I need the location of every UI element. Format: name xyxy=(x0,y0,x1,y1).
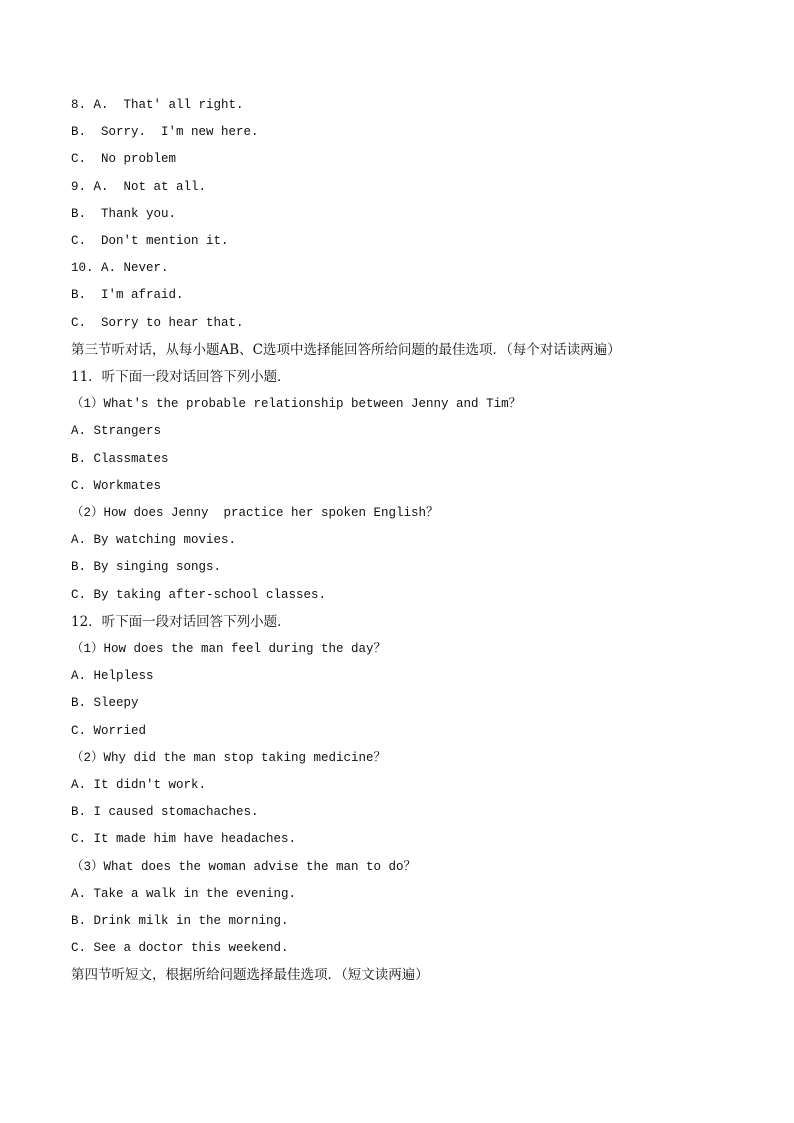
line-q10-a: 10. A. Never. xyxy=(71,261,169,276)
line-q11-2-c: C. By taking after-school classes. xyxy=(71,587,327,602)
line-q8-a: 8. A. That' all right. xyxy=(71,98,244,112)
line-q12-3-b: B. Drink milk in the morning. xyxy=(71,914,289,928)
line-q12-3-question: （3）What does the woman advise the man to do？ xyxy=(71,859,417,874)
line-q11-2-a: A. By watching movies. xyxy=(71,533,237,548)
line-q9-b: B. Thank you. xyxy=(71,206,177,221)
line-q9-a: 9. A. Not at all. xyxy=(71,179,207,194)
line-q11-2-question: （2）How does Jenny practice her spoken English？ xyxy=(71,506,439,520)
line-q11-1-question: （1）What's the probable relationship between Jenny and Tim？ xyxy=(71,397,522,412)
line-q11-1-b: B. Classmates xyxy=(71,451,169,466)
line-q12-2-question: （2）Why did the man stop taking medicine？ xyxy=(71,750,387,765)
line-q12-3-c: C. See a doctor this weekend. xyxy=(71,941,289,956)
line-q12-2-a: A. It didn't work. xyxy=(71,778,207,792)
line-q8-b: B. Sorry. I'm new here. xyxy=(71,125,259,140)
line-section3-heading: 第三节听对话，从每小题AB、C选项中选择能回答所给问题的最佳选项．（每个对话读两遍） xyxy=(71,341,621,358)
line-q10-c: C. Sorry to hear that. xyxy=(71,315,244,330)
line-q9-c: C. Don't mention it. xyxy=(71,234,229,248)
line-q11-1-a: A. Strangers xyxy=(71,424,162,439)
line-q8-c: C. No problem xyxy=(71,152,177,167)
line-q12-2-c: C. It made him have headaches. xyxy=(71,832,297,847)
line-q12-3-a: A. Take a walk in the evening. xyxy=(71,886,297,901)
line-q11-1-c: C. Workmates xyxy=(71,478,162,493)
line-section4-heading: 第四节听短文，根据所给问题选择最佳选项．（短文读两遍） xyxy=(71,967,429,984)
line-q12-intro: 12．听下面一段对话回答下列小题． xyxy=(71,613,291,630)
line-q12-1-a: A. Helpless xyxy=(71,669,154,684)
line-q12-2-b: B. I caused stomachaches. xyxy=(71,805,259,820)
line-q11-intro: 11．听下面一段对话回答下列小题． xyxy=(71,369,291,385)
line-q12-1-question: （1）How does the man feel during the day？ xyxy=(71,642,387,656)
line-q12-1-c: C. Worried xyxy=(71,723,147,738)
line-q10-b: B. I'm afraid. xyxy=(71,288,184,303)
line-q12-1-b: B. Sleepy xyxy=(71,696,139,711)
line-q11-2-b: B. By singing songs. xyxy=(71,560,222,575)
